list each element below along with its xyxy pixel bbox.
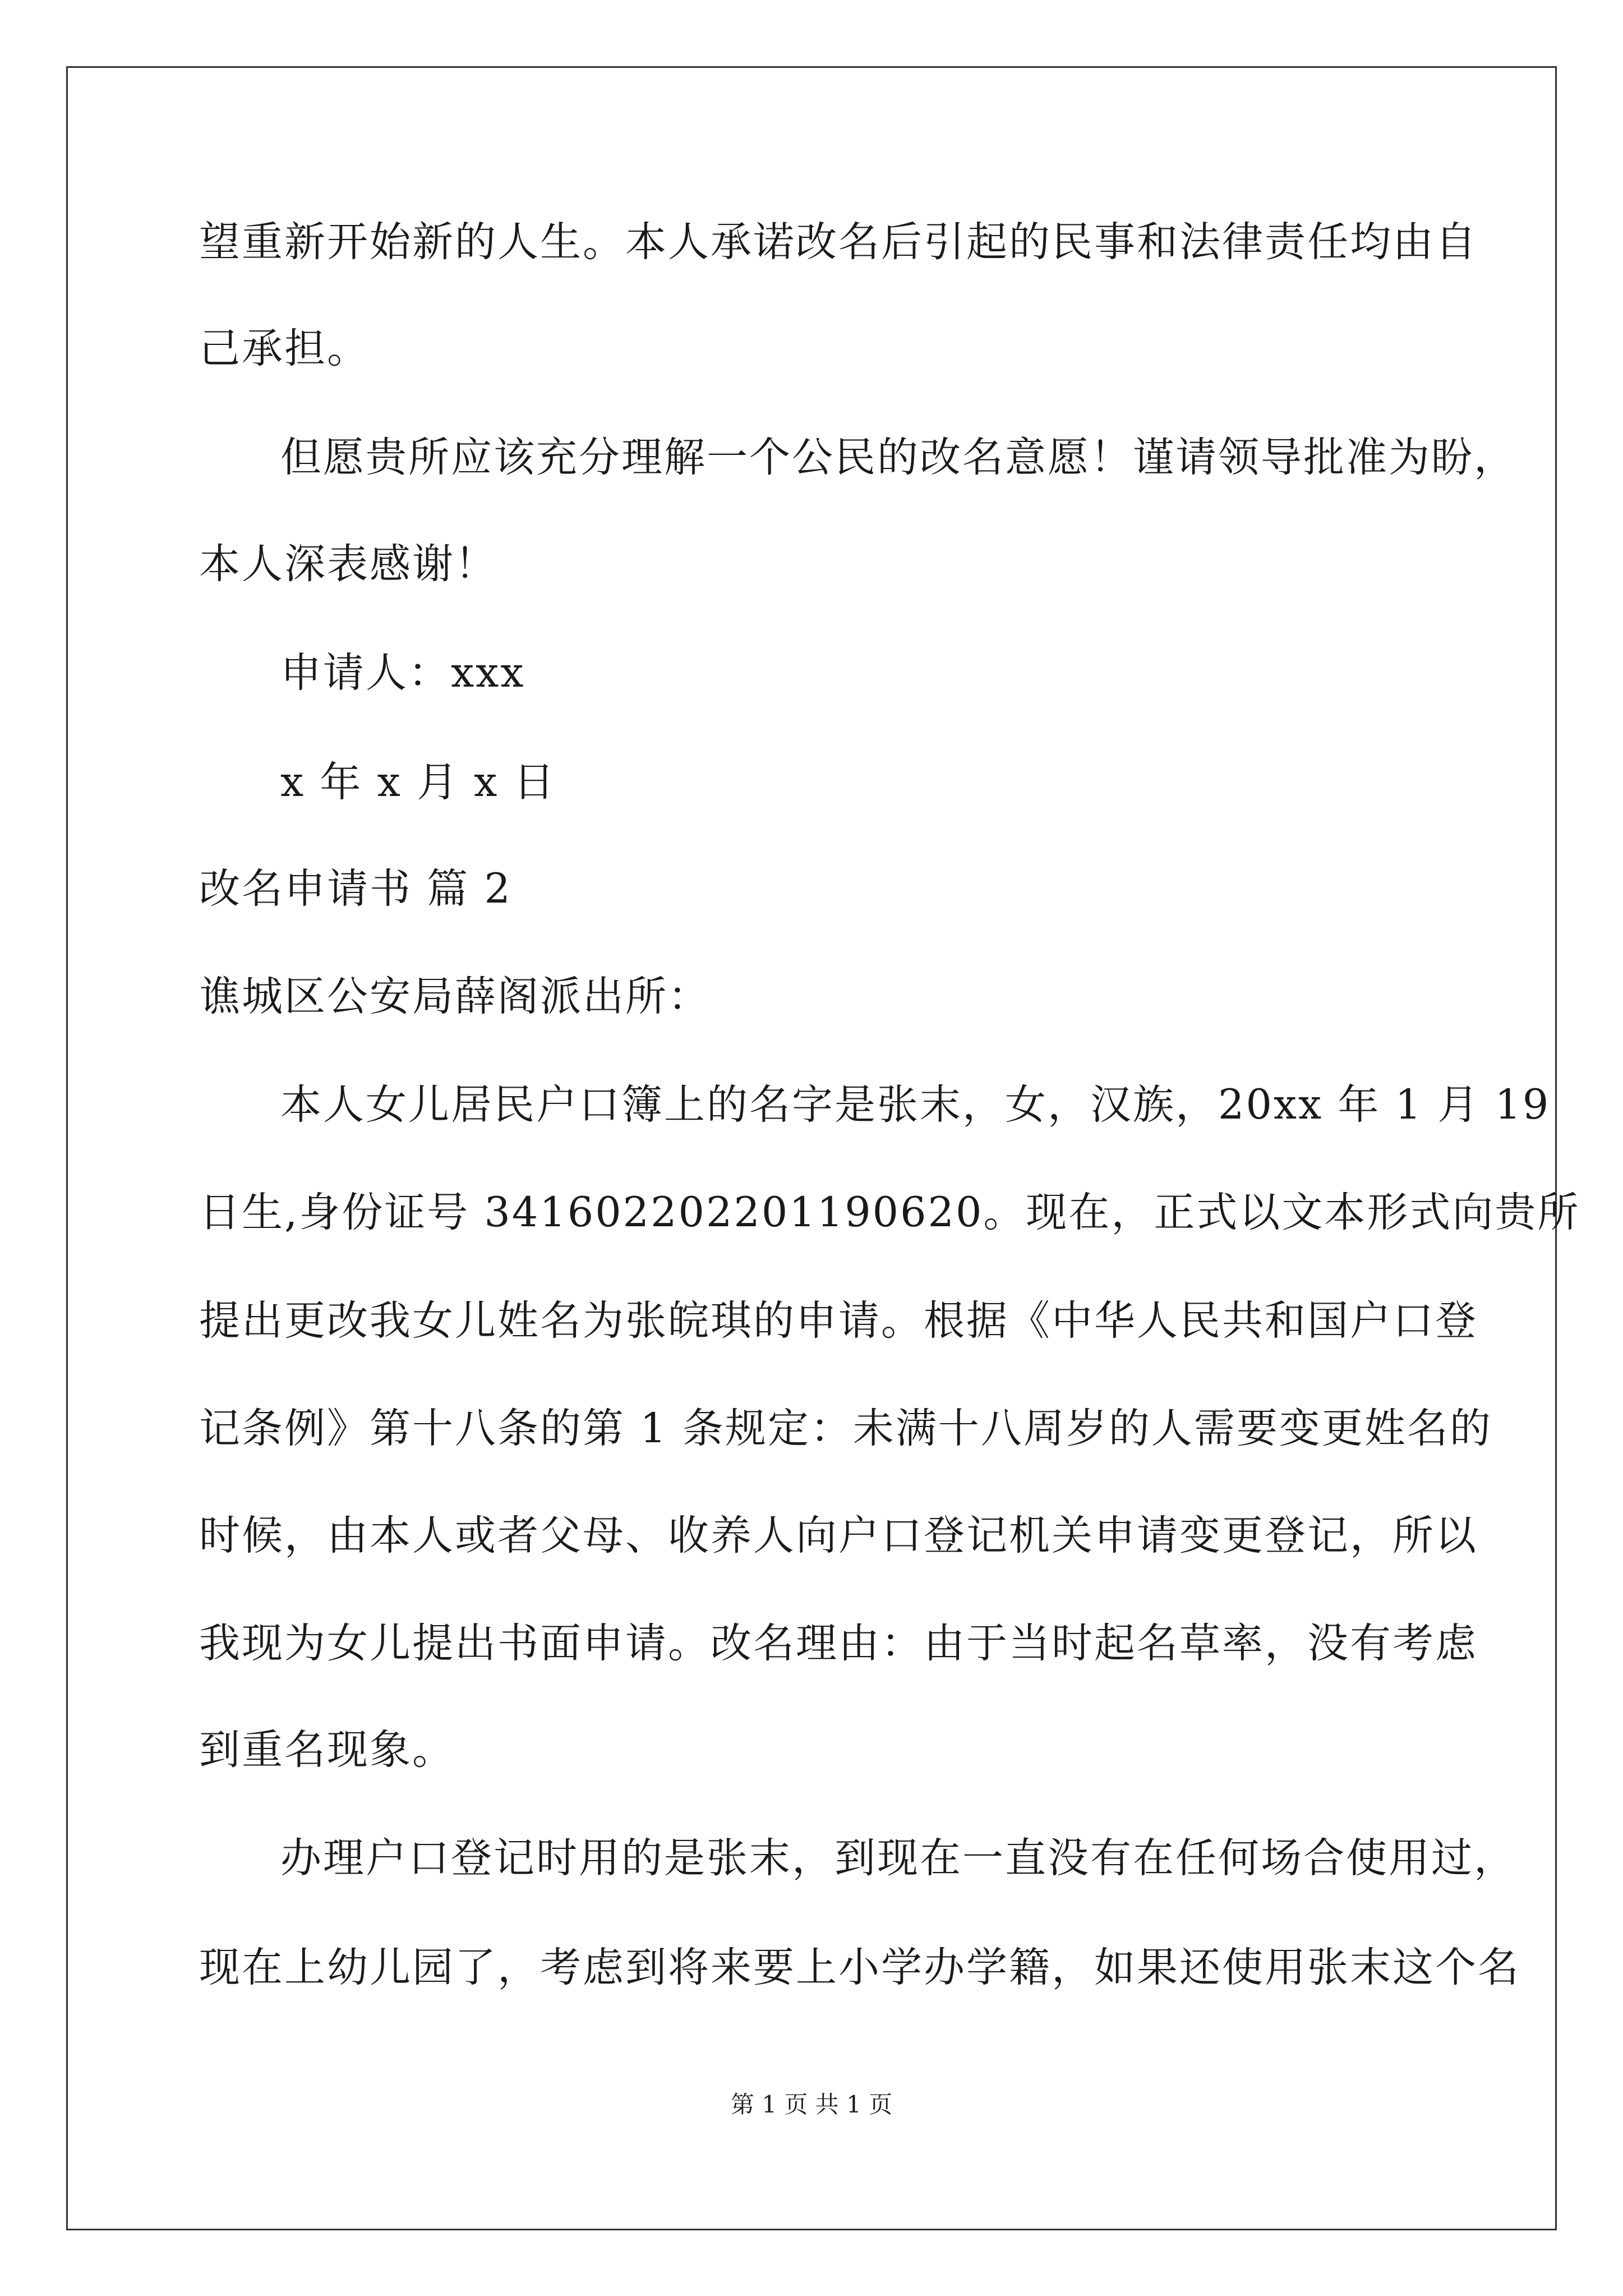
- body-text-line: 本人女儿居民户口簿上的名字是张末，女，汉族，20xx 年 1 月 19: [280, 1081, 1551, 1129]
- applicant-line: 申请人：xxx: [280, 649, 525, 697]
- body-text-line: 提出更改我女儿姓名为张皖琪的申请。根据《中华人民共和国户口登: [199, 1297, 1478, 1345]
- body-text-line: 时候，由本人或者父母、收养人向户口登记机关申请变更登记，所以: [199, 1512, 1478, 1559]
- body-text-line: 本人深表感谢！: [199, 540, 497, 588]
- body-text-line: 但愿贵所应该充分理解一个公民的改名意愿！谨请领导批准为盼，: [280, 434, 1516, 481]
- section-heading: 改名申请书 篇 2: [199, 865, 512, 913]
- body-text-line: 日生,身份证号 341602202201190620。现在，正式以文本形式向贵所: [199, 1189, 1580, 1236]
- body-text-line: 办理户口登记时用的是张末，到现在一直没有在任何场合使用过，: [280, 1834, 1516, 1882]
- body-text-line: 记条例》第十八条的第 1 条规定：未满十八周岁的人需要变更姓名的: [199, 1405, 1492, 1452]
- page-number-footer: 第 1 页 共 1 页: [730, 2091, 893, 2118]
- body-text-line: 望重新开始新的人生。本人承诺改名后引起的民事和法律责任均由自: [199, 218, 1478, 266]
- body-text-line: 到重名现象。: [199, 1726, 455, 1774]
- date-line: x 年 x 月 x 日: [280, 758, 556, 806]
- body-text-line: 现在上幼儿园了，考虑到将来要上小学办学籍，如果还使用张末这个名: [199, 1944, 1520, 1991]
- body-text-line: 我现为女儿提出书面申请。改名理由：由于当时起名草率，没有考虑: [199, 1619, 1478, 1667]
- addressee-line: 谯城区公安局薛阁派出所：: [199, 973, 711, 1020]
- body-text-line: 己承担。: [199, 325, 370, 372]
- page-frame: [66, 66, 1557, 2230]
